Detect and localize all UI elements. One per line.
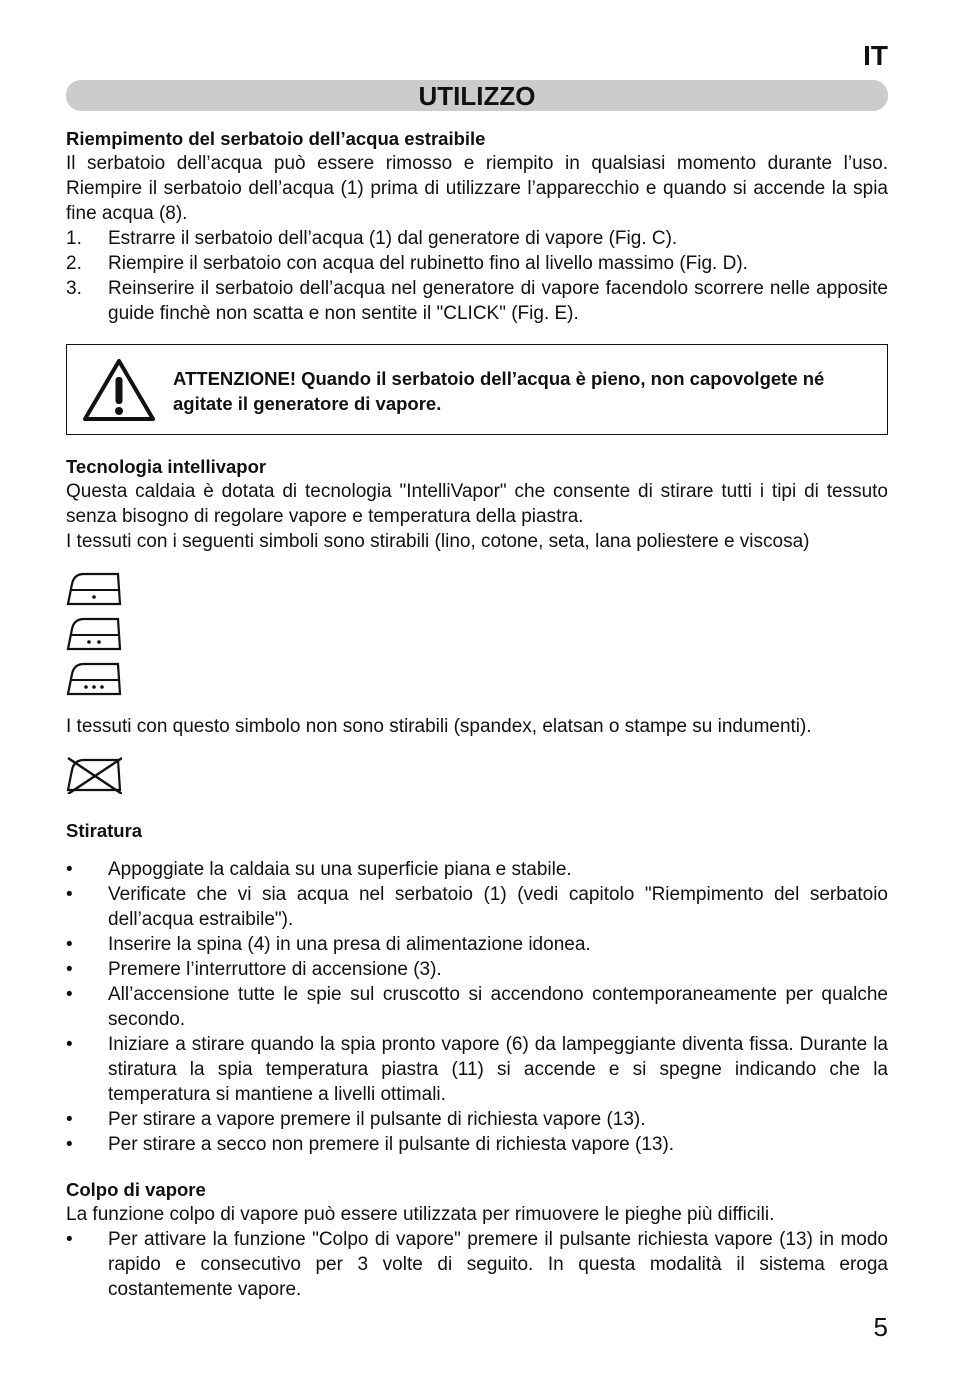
list-item: [66, 882, 888, 932]
bullet: •: [66, 1134, 73, 1155]
list-item: [66, 857, 888, 882]
warning-text: ATTENZIONE! Quando il serbatoio dell’acqua è pieno, non capovolgete né agitate il generatore di vapore.: [173, 368, 825, 414]
tech-heading: Tecnologia intellivapor: [66, 456, 267, 477]
list-item-text: Verificate che vi sia acqua nel serbatoio (1) (vedi capitolo "Riempimento del serbatoio dell’acqua estraibile").: [108, 884, 888, 930]
list-item: [66, 251, 888, 276]
step-text: Riempire il serbatoio con acqua del rubinetto fino al livello massimo (Fig. D).: [108, 253, 748, 274]
bullet: •: [66, 1109, 73, 1130]
ironing-section: [66, 818, 888, 1157]
list-item-text: Iniziare a stirare quando la spia pronto vapore (6) da lampeggiante diventa fissa. Durante la stiratura la spia temperatura piastra (11) si accende e si spegne indicando che la temperatura si mantiene a livelli ottimali.: [108, 1034, 888, 1105]
list-item-text: All’accensione tutte le spie sul cruscotto si accendono contemporaneamente per qualche secondo.: [108, 984, 888, 1030]
refill-steps: [66, 226, 888, 326]
step-text: Reinserire il serbatoio dell’acqua nel generatore di vapore facendolo scorrere nelle apposite guide finchè non scatta e non sentite il "CLICK" (Fig. E).: [108, 278, 888, 324]
list-item: [66, 932, 888, 957]
list-item: [66, 276, 888, 326]
step-number: 3.: [66, 278, 82, 299]
bullet: •: [66, 959, 73, 980]
bullet: •: [66, 984, 73, 1005]
do-not-iron-icon: [66, 756, 122, 794]
list-item: [66, 957, 888, 982]
refill-intro: Il serbatoio dell’acqua può essere rimosso e riempito in qualsiasi momento durante l’uso. Riempire il serbatoio dell’acqua (1) prima di utilizzare l’apparecchio e quando si accende la spia fine acqua (8).: [66, 153, 888, 224]
not-ironable-text: I tessuti con questo simbolo non sono stirabili (spandex, elatsan o stampe su indumenti).: [66, 716, 812, 737]
step-number: 2.: [66, 253, 82, 274]
warning-triangle-icon: [81, 357, 157, 423]
list-item: [66, 1032, 888, 1107]
refill-heading: Riempimento del serbatoio dell’acqua estraibile: [66, 128, 486, 149]
tech-section: [66, 454, 888, 554]
ironing-heading: Stiratura: [66, 820, 143, 841]
bullet: •: [66, 1229, 73, 1250]
iron-1-dot-icon: [66, 570, 122, 608]
list-item-text: Inserire la spina (4) in una presa di alimentazione idonea.: [108, 934, 591, 955]
list-item: [66, 226, 888, 251]
list-item-text: Premere l’interruttore di accensione (3).: [108, 959, 442, 980]
tech-body: Questa caldaia è dotata di tecnologia "IntelliVapor" che consente di stirare tutti i tipi di tessuto senza bisogno di regolare vapore e temperatura della piastra.: [66, 481, 888, 527]
refill-section: [66, 126, 888, 326]
section-title-banner: UTILIZZO: [66, 80, 888, 111]
bullet: •: [66, 1034, 73, 1055]
bullet: •: [66, 859, 73, 880]
burst-section: [66, 1177, 888, 1302]
iron-2-dots-icon: [66, 615, 122, 653]
iron-3-dots-icon: [66, 660, 122, 698]
page-number: 5: [873, 1312, 888, 1342]
list-item: [66, 1227, 888, 1302]
burst-list: [66, 1227, 888, 1302]
language-code: IT: [863, 40, 888, 71]
list-item-text: Per stirare a secco non premere il pulsante di richiesta vapore (13).: [108, 1134, 675, 1155]
ironing-list: [66, 857, 888, 1157]
warning-box: [66, 344, 888, 435]
burst-heading: Colpo di vapore: [66, 1179, 206, 1200]
bullet: •: [66, 934, 73, 955]
list-item: [66, 1107, 888, 1132]
burst-intro: La funzione colpo di vapore può essere utilizzata per rimuovere le pieghe più difficili.: [66, 1204, 775, 1225]
list-item-text: Appoggiate la caldaia su una superficie piana e stabile.: [108, 859, 572, 880]
ironable-text: I tessuti con i seguenti simboli sono stirabili (lino, cotone, seta, lana poliestere e viscosa): [66, 531, 810, 552]
bullet: •: [66, 884, 73, 905]
step-text: Estrarre il serbatoio dell’acqua (1) dal generatore di vapore (Fig. C).: [108, 228, 678, 249]
list-item-text: Per stirare a vapore premere il pulsante di richiesta vapore (13).: [108, 1109, 646, 1130]
list-item-text: Per attivare la funzione "Colpo di vapore" premere il pulsante richiesta vapore (13) in modo rapido e consecutivo per 3 volte di seguito. In questa modalità il sistema eroga costantemente vapore.: [108, 1229, 888, 1300]
list-item: [66, 982, 888, 1032]
list-item: [66, 1132, 888, 1157]
step-number: 1.: [66, 228, 82, 249]
not-ironable-section: [66, 714, 888, 739]
